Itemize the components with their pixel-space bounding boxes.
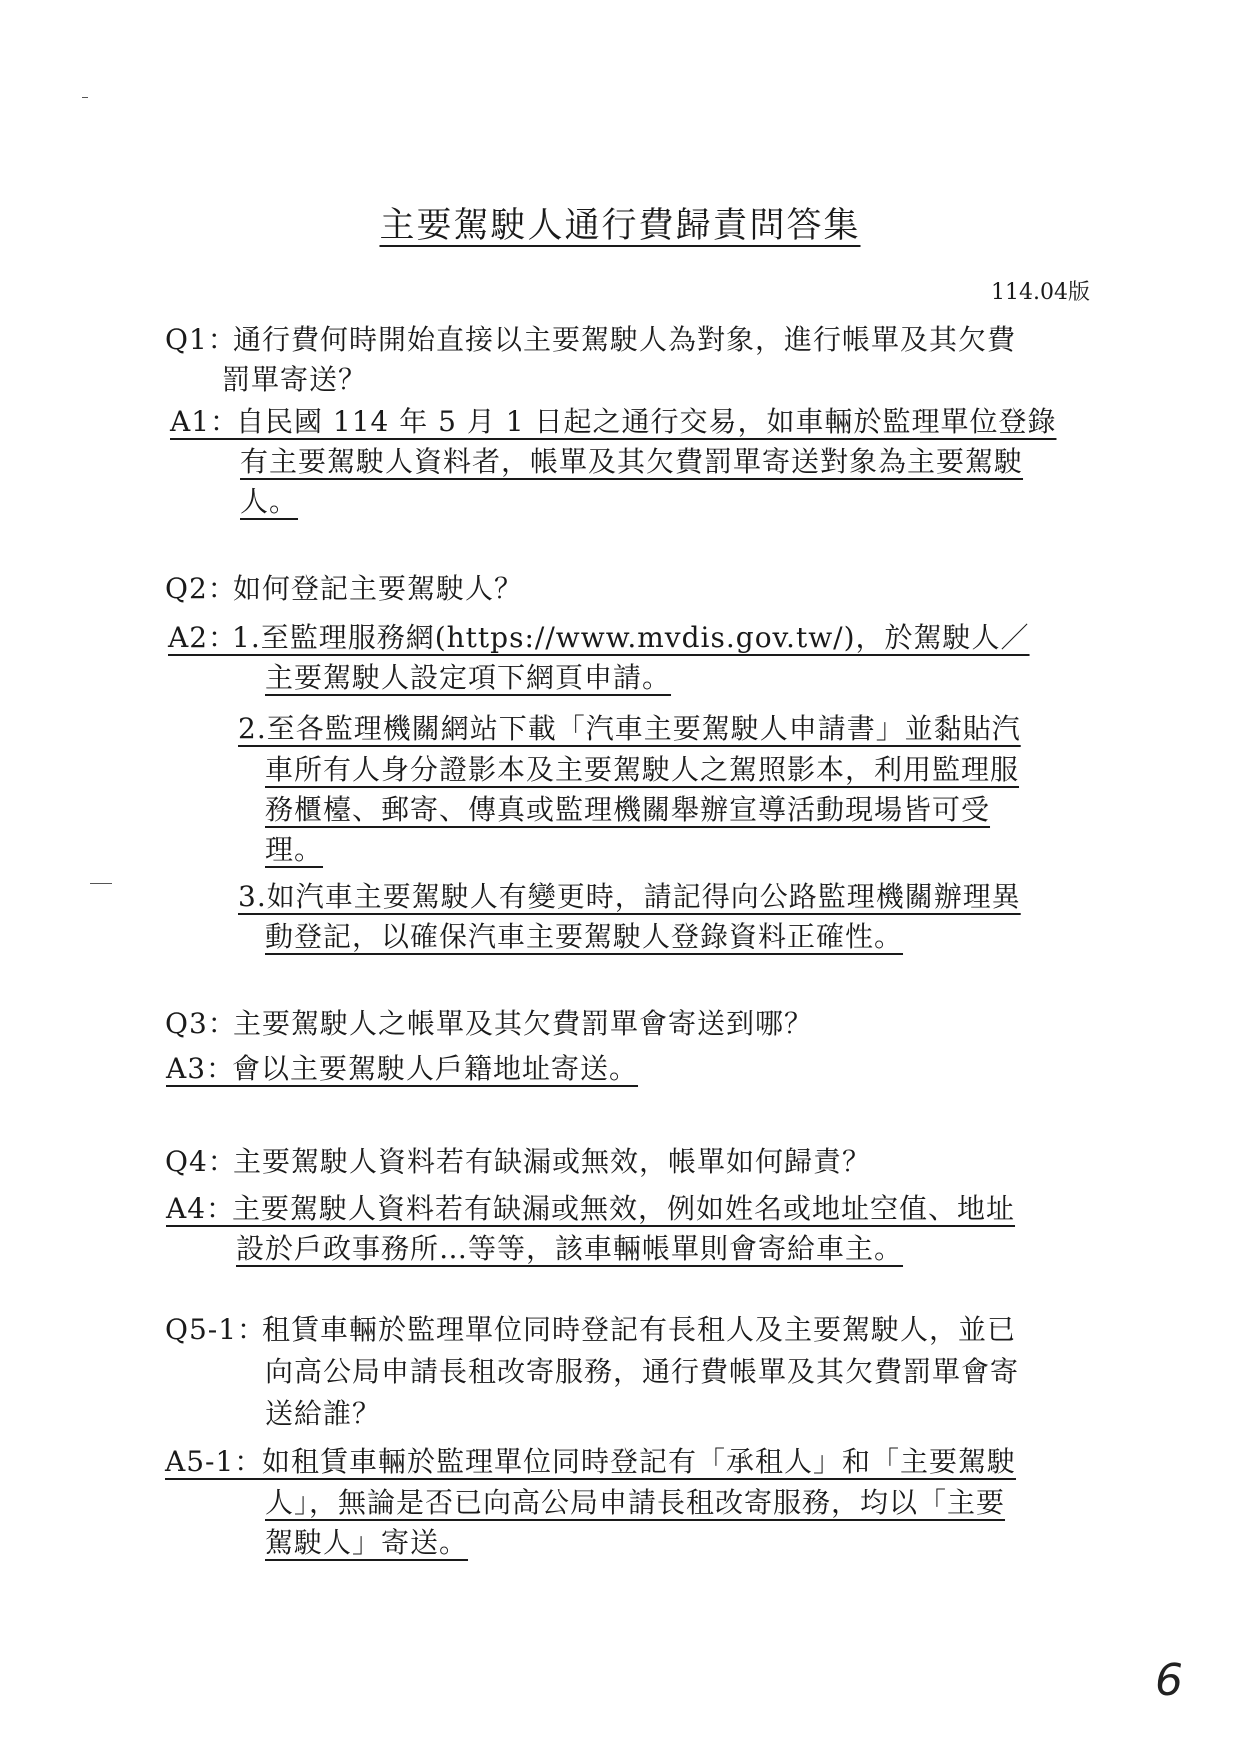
question-label: Q2： (165, 572, 237, 605)
answer-text-line: 有主要駕駛人資料者，帳單及其欠費罰單寄送對象為主要駕駛 (240, 445, 1024, 478)
scan-mark (90, 883, 112, 884)
answer-text-line: 如租賃車輛於監理單位同時登記有「承租人」和「主要駕駛 (262, 1445, 1017, 1478)
answer-label: A3： (166, 1052, 236, 1085)
answer-item-line: 1.至監理服務網(https://www.mvdis.gov.tw/)，於駕駛人／ (232, 621, 1030, 654)
question-text-line: 主要駕駛人之帳單及其欠費罰單會寄送到哪？ (233, 1007, 814, 1040)
question-label: Q4： (165, 1145, 237, 1178)
question-label: Q5-1： (165, 1313, 267, 1346)
answer-item-line: 2.至各監理機關網站下載「汽車主要駕駛人申請書」並黏貼汽 (238, 712, 1021, 745)
answer-item-line: 主要駕駛人設定項下網頁申請。 (265, 661, 672, 694)
scan-mark (82, 97, 88, 98)
answer-label: A2： (168, 621, 238, 654)
answer-text-line: 駕駛人」寄送。 (265, 1526, 469, 1559)
answer-item-line: 車所有人身分證影本及主要駕駛人之駕照影本，利用監理服 (265, 753, 1020, 786)
document-title: 主要駕駛人通行費歸責問答集 (379, 206, 861, 246)
answer-item-line: 務櫃檯、郵寄、傳真或監理機關舉辦宣導活動現場皆可受 (265, 793, 991, 826)
answer-item-line: 理。 (265, 833, 324, 866)
question-text-line: 如何登記主要駕駛人？ (233, 572, 524, 605)
version-label: 114.04版 (991, 280, 1090, 305)
answer-item-line: 3.如汽車主要駕駛人有變更時，請記得向公路監理機關辦理異 (238, 880, 1021, 913)
answer-label: A1： (170, 405, 240, 438)
answer-text-line: 會以主要駕駛人戶籍地址寄送。 (232, 1052, 639, 1085)
question-text-line: 送給誰？ (265, 1397, 382, 1430)
question-label: Q3： (165, 1007, 237, 1040)
answer-label: A5-1： (165, 1445, 264, 1478)
answer-text-line: 設於戶政事務所…等等，該車輛帳單則會寄給車主。 (236, 1232, 904, 1265)
question-text-line: 通行費何時開始直接以主要駕駛人為對象，進行帳單及其欠費 (233, 323, 1017, 356)
answer-text-line: 人」，無論是否已向高公局申請長租改寄服務，均以「主要 (265, 1486, 1006, 1519)
answer-text-line: 主要駕駛人資料若有缺漏或無效，例如姓名或地址空值、地址 (232, 1192, 1016, 1225)
question-text-line: 罰單寄送？ (222, 363, 368, 396)
answer-text-line: 自民國 114 年 5 月 1 日起之通行交易，如車輛於監理單位登錄 (236, 405, 1057, 438)
question-text-line: 向高公局申請長租改寄服務，通行費帳單及其欠費罰單會寄 (265, 1355, 1020, 1388)
question-text-line: 租賃車輛於監理單位同時登記有長租人及主要駕駛人，並已 (262, 1313, 1017, 1346)
question-text-line: 主要駕駛人資料若有缺漏或無效，帳單如何歸責？ (233, 1145, 872, 1178)
answer-text-line: 人。 (240, 485, 299, 518)
answer-label: A4： (166, 1192, 236, 1225)
answer-item-line: 動登記，以確保汽車主要駕駛人登錄資料正確性。 (265, 920, 904, 953)
question-label: Q1： (165, 323, 237, 356)
page-number: 6 (1155, 1655, 1183, 1706)
